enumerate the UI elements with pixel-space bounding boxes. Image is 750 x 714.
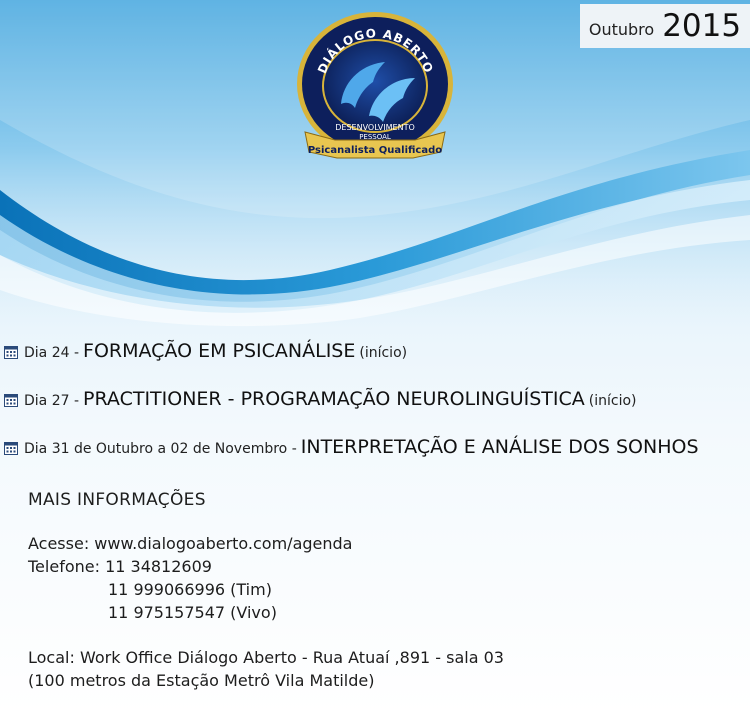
logo-ring-text: DIÁLOGO ABERTO bbox=[314, 26, 437, 76]
phone-line: Telefone: 11 34812609 bbox=[28, 557, 212, 576]
location-line: Local: Work Office Diálogo Aberto - Rua Atuaí ,891 - sala 03 bbox=[28, 648, 504, 667]
date-month: Outubro bbox=[588, 19, 655, 39]
phone-line: 11 999066996 (Tim) bbox=[108, 580, 272, 599]
logo-ribbon-text: Psicanalista Qualificado bbox=[307, 145, 443, 156]
event-note: (início) bbox=[359, 345, 408, 361]
more-info-title: MAIS INFORMAÇÕES bbox=[28, 490, 206, 510]
calendar-icon bbox=[4, 441, 18, 455]
logo-line2: PESSOAL bbox=[359, 133, 391, 141]
event-item bbox=[4, 340, 407, 362]
location-note: (100 metros da Estação Metrô Vila Matilde) bbox=[28, 671, 375, 690]
event-item bbox=[4, 388, 637, 410]
calendar-icon bbox=[4, 345, 18, 359]
event-date: Dia 27 - bbox=[24, 393, 80, 409]
dialogo-aberto-logo bbox=[283, 12, 468, 172]
event-date: Dia 31 de Outubro a 02 de Novembro - bbox=[24, 441, 297, 457]
phone-line: 11 975157547 (Vivo) bbox=[108, 603, 277, 622]
event-title: PRACTITIONER - PROGRAMAÇÃO NEUROLINGUÍSTICA bbox=[83, 388, 585, 410]
date-year: 2015 bbox=[662, 8, 742, 44]
date-box bbox=[580, 4, 750, 48]
event-title: INTERPRETAÇÃO E ANÁLISE DOS SONHOS bbox=[300, 436, 699, 458]
calendar-icon bbox=[4, 393, 18, 407]
logo-line1: DESENVOLVIMENTO bbox=[335, 123, 415, 132]
event-note: (início) bbox=[588, 393, 637, 409]
event-title: FORMAÇÃO EM PSICANÁLISE bbox=[83, 340, 356, 362]
event-date: Dia 24 - bbox=[24, 345, 80, 361]
more-info-section bbox=[28, 490, 504, 692]
website-line: Acesse: www.dialogoaberto.com/agenda bbox=[28, 534, 353, 553]
event-item bbox=[4, 436, 703, 458]
spacer bbox=[28, 624, 504, 646]
